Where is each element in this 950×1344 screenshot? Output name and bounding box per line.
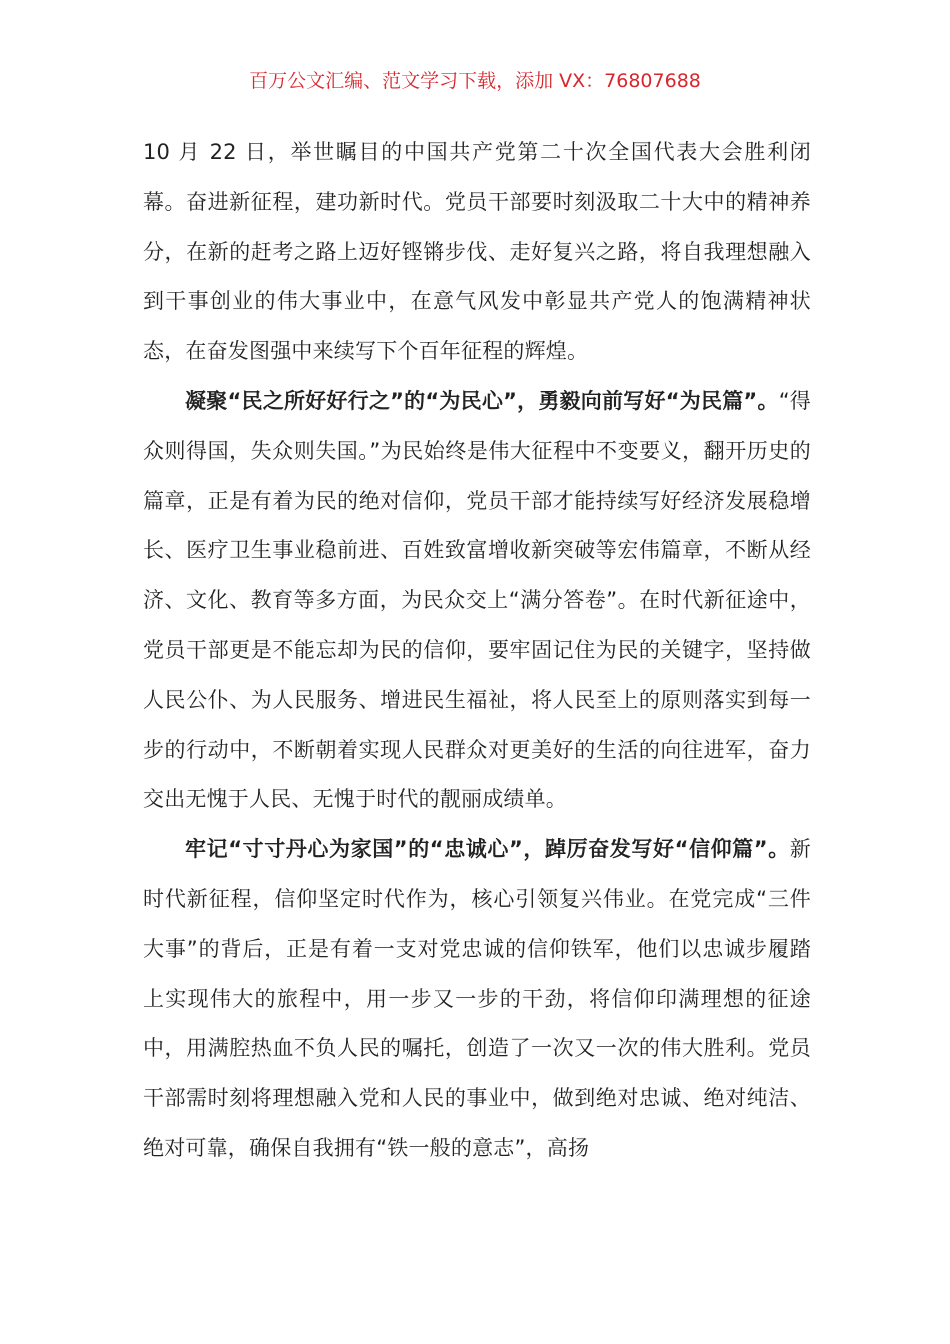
section-2-heading: 牢记“寸寸丹心为家国”的“忠诚心”，踔厉奋发写好“信仰篇”。 (185, 837, 790, 862)
section-2-paragraph (143, 825, 811, 1174)
section-2-body: 新时代新征程，信仰坚定时代作为，核心引领复兴伟业。在党完成“三件大事”的背后，正是有着一支对党忠诚的信仰铁军，他们以忠诚步履踏上实现伟大的旅程中，用一步又一步的干劲，将信仰印满理想的征途中，用满腔热血不负人民的嘱托，创造了一次又一次的伟大胜利。党员干部需时刻将理想融入党和人民的事业中，做到绝对忠诚、绝对纯洁、绝对可靠，确保自我拥有“铁一般的意志”，高扬 (143, 837, 811, 1160)
section-1-heading: 凝聚“民之所好好行之”的“为民心”，勇毅向前写好“为民篇”。 (185, 388, 779, 413)
section-1-body: “得众则得国，失众则失国。”为民始终是伟大征程中不变要义，翻开历史的篇章，正是有着为民的绝对信仰，党员干部才能持续写好经济发展稳增长、医疗卫生事业稳前进、百姓致富增收新突破等宏伟篇章，不断从经济、文化、教育等多方面，为民众交上“满分答卷”。在时代新征途中，党员干部更是不能忘却为民的信仰，要牢固记住为民的关键字，坚持做人民公仆、为人民服务、增进民生福祉，将人民至上的原则落实到每一步的行动中，不断朝着实现人民群众对更美好的生活的向往进军，奋力交出无愧于人民、无愧于时代的靓丽成绩单。 (143, 388, 811, 812)
header-banner: 百万公文汇编、范文学习下载，添加 VX：76807688 (249, 70, 701, 92)
article-body (143, 128, 811, 1174)
intro-paragraph: 10 月 22 日，举世瞩目的中国共产党第二十次全国代表大会胜利闭幕。奋进新征程，建功新时代。党员干部要时刻汲取二十大中的精神养分，在新的赶考之路上迈好铿锵步伐、走好复兴之路，将自我理想融入到干事创业的伟大事业中，在意气风发中彰显共产党人的饱满精神状态，在奋发图强中来续写下个百年征程的辉煌。 (143, 140, 811, 364)
section-1-paragraph (143, 377, 811, 825)
